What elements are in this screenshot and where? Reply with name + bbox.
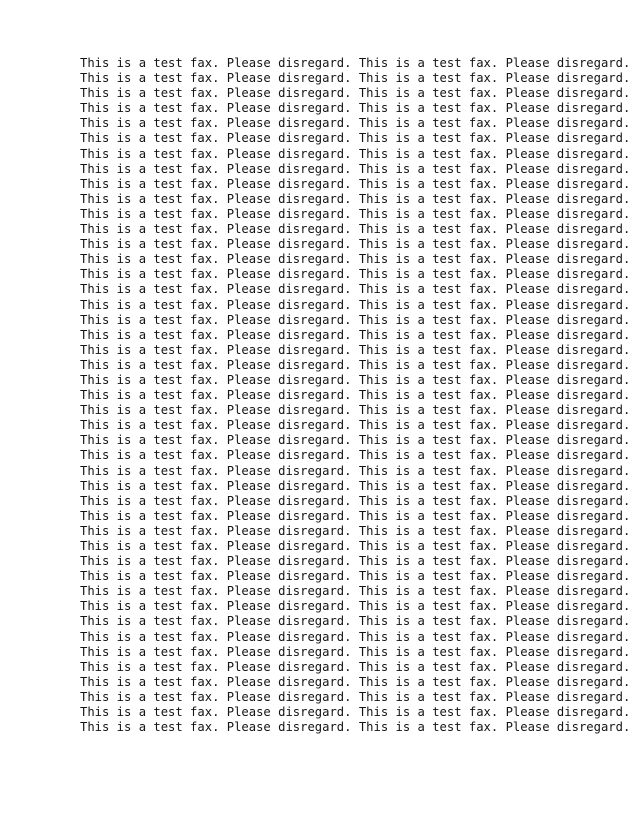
fax-body-text bbox=[80, 56, 631, 735]
fax-text-line: This is a test fax. Please disregard. This is a test fax. Please disregard. bbox=[80, 463, 631, 478]
fax-text-line: This is a test fax. Please disregard. This is a test fax. Please disregard. bbox=[80, 629, 631, 644]
fax-text-line: This is a test fax. Please disregard. This is a test fax. Please disregard. bbox=[80, 644, 631, 659]
fax-text-line: This is a test fax. Please disregard. This is a test fax. Please disregard. bbox=[80, 86, 631, 101]
fax-text-line: This is a test fax. Please disregard. This is a test fax. Please disregard. bbox=[80, 720, 631, 735]
fax-text-line: This is a test fax. Please disregard. This is a test fax. Please disregard. bbox=[80, 191, 631, 206]
fax-text-line: This is a test fax. Please disregard. This is a test fax. Please disregard. bbox=[80, 614, 631, 629]
fax-text-line: This is a test fax. Please disregard. This is a test fax. Please disregard. bbox=[80, 146, 631, 161]
fax-text-line: This is a test fax. Please disregard. This is a test fax. Please disregard. bbox=[80, 176, 631, 191]
fax-text-line: This is a test fax. Please disregard. This is a test fax. Please disregard. bbox=[80, 206, 631, 221]
fax-text-line: This is a test fax. Please disregard. This is a test fax. Please disregard. bbox=[80, 584, 631, 599]
fax-text-line: This is a test fax. Please disregard. This is a test fax. Please disregard. bbox=[80, 237, 631, 252]
fax-text-line: This is a test fax. Please disregard. This is a test fax. Please disregard. bbox=[80, 342, 631, 357]
fax-text-line: This is a test fax. Please disregard. This is a test fax. Please disregard. bbox=[80, 448, 631, 463]
fax-text-line: This is a test fax. Please disregard. This is a test fax. Please disregard. bbox=[80, 372, 631, 387]
fax-text-line: This is a test fax. Please disregard. This is a test fax. Please disregard. bbox=[80, 357, 631, 372]
fax-text-line: This is a test fax. Please disregard. This is a test fax. Please disregard. bbox=[80, 523, 631, 538]
fax-text-line: This is a test fax. Please disregard. This is a test fax. Please disregard. bbox=[80, 493, 631, 508]
fax-text-line: This is a test fax. Please disregard. This is a test fax. Please disregard. bbox=[80, 554, 631, 569]
fax-text-line: This is a test fax. Please disregard. This is a test fax. Please disregard. bbox=[80, 161, 631, 176]
fax-text-line: This is a test fax. Please disregard. This is a test fax. Please disregard. bbox=[80, 433, 631, 448]
fax-text-line: This is a test fax. Please disregard. This is a test fax. Please disregard. bbox=[80, 659, 631, 674]
fax-text-line: This is a test fax. Please disregard. This is a test fax. Please disregard. bbox=[80, 599, 631, 614]
fax-text-line: This is a test fax. Please disregard. This is a test fax. Please disregard. bbox=[80, 418, 631, 433]
fax-text-line: This is a test fax. Please disregard. This is a test fax. Please disregard. bbox=[80, 327, 631, 342]
fax-text-line: This is a test fax. Please disregard. This is a test fax. Please disregard. bbox=[80, 569, 631, 584]
fax-text-line: This is a test fax. Please disregard. This is a test fax. Please disregard. bbox=[80, 116, 631, 131]
fax-text-line: This is a test fax. Please disregard. This is a test fax. Please disregard. bbox=[80, 101, 631, 116]
fax-text-line: This is a test fax. Please disregard. This is a test fax. Please disregard. bbox=[80, 252, 631, 267]
fax-text-line: This is a test fax. Please disregard. This is a test fax. Please disregard. bbox=[80, 478, 631, 493]
fax-text-line: This is a test fax. Please disregard. This is a test fax. Please disregard. bbox=[80, 56, 631, 70]
fax-text-line: This is a test fax. Please disregard. This is a test fax. Please disregard. bbox=[80, 689, 631, 704]
fax-text-line: This is a test fax. Please disregard. This is a test fax. Please disregard. bbox=[80, 539, 631, 553]
fax-text-line: This is a test fax. Please disregard. This is a test fax. Please disregard. bbox=[80, 312, 631, 327]
fax-text-line: This is a test fax. Please disregard. This is a test fax. Please disregard. bbox=[80, 674, 631, 689]
fax-text-line: This is a test fax. Please disregard. This is a test fax. Please disregard. bbox=[80, 222, 631, 237]
fax-text-line: This is a test fax. Please disregard. This is a test fax. Please disregard. bbox=[80, 131, 631, 146]
fax-text-line: This is a test fax. Please disregard. This is a test fax. Please disregard. bbox=[80, 508, 631, 523]
fax-text-line: This is a test fax. Please disregard. This is a test fax. Please disregard. bbox=[80, 403, 631, 418]
fax-text-line: This is a test fax. Please disregard. This is a test fax. Please disregard. bbox=[80, 267, 631, 282]
fax-text-line: This is a test fax. Please disregard. This is a test fax. Please disregard. bbox=[80, 282, 631, 297]
fax-text-line: This is a test fax. Please disregard. This is a test fax. Please disregard. bbox=[80, 388, 631, 403]
fax-text-line: This is a test fax. Please disregard. This is a test fax. Please disregard. bbox=[80, 705, 631, 720]
fax-text-line: This is a test fax. Please disregard. This is a test fax. Please disregard. bbox=[80, 71, 631, 86]
fax-text-line: This is a test fax. Please disregard. This is a test fax. Please disregard. bbox=[80, 297, 631, 312]
